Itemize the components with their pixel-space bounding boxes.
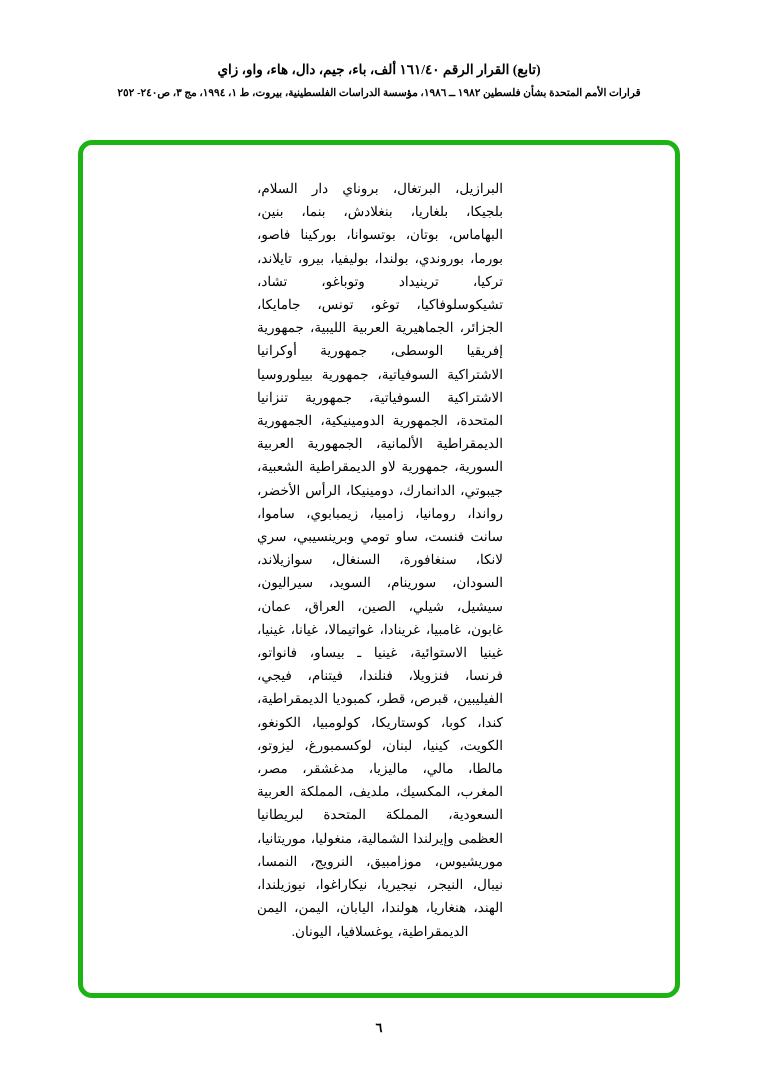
header-title: (تابع) القرار الرقم ١٦١/٤٠ ألف، باء، جيم، دال، هاء، واو، زاي xyxy=(217,62,541,77)
header-subtitle-source: قرارات الأمم المتحدة بشأن فلسطين ١٩٨٢ ــ ١٩٨٦، مؤسسة الدراسات الفلسطينية، بيروت، ط ١، ١٩٩٤، مج ٣، ص٢٤٠- ٢٥٢ xyxy=(117,88,641,99)
country-list-paragraph: البرازيل، البرتغال، بروناي دار السلام، بلجيكا، بلغاريا، بنغلادش، بنما، بنين، البهاماس، بوتان، بوتسوانا، بوركينا فاصو، بورما، بوروندي، بولندا، بوليفيا، بيرو، تايلاند، تركيا، ترينيداد وتوباغو، تشاد، تشيكوسلوفاكيا، توغو، تونس، جامايكا، الجزائر، الجماهيرية العربية الليبية، جمهورية إفريقيا الوسطى، جمهورية أوكرانيا الاشتراكية السوفياتية، جمهورية بييلوروسيا الاشتراكية السوفياتية، جمهورية تنزانيا المتحدة، الجمهورية الدومينيكية، الجمهورية الديمقراطية الألمانية، الجمهورية العربية السورية، جمهورية لاو الديمقراطية الشعبية، جيبوتي، الدانمارك، دومينيكا، الرأس الأخضر، رواندا، رومانيا، زامبيا، زيمبابوي، ساموا، سانت فنست، ساو تومي وبرينسيبي، سري لانكا، سنغافورة، السنغال، سوازيلاند، السودان، سورينام، السويد، سيراليون، سيشيل، شيلي، الصين، العراق، عمان، غابون، غامبيا، غرينادا، غواتيمالا، غيانا، غينيا، غينيا الاستوائية، غينيا ـ بيساو، فانواتو، فرنسا، فنزويلا، فنلندا، فيتنام، فيجي، الفيليبين، قبرص، قطر، كمبوديا الديمقراطية، كندا، كوبا، كوستاريكا، كولومبيا، الكونغو، الكويت، كينيا، لبنان، لوكسمبورغ، ليزوتو، مالطا، مالي، ماليزيا، مدغشقر، مصر، المغرب، المكسيك، ملديف، المملكة العربية السعودية، المملكة المتحدة لبريطانيا العظمى وإيرلندا الشمالية، منغوليا، موريتانيا، موريشيوس، موزامبيق، النرويج، النمسا، نيبال، النيجر، نيجيريا، نيكاراغوا، نيوزيلندا، الهند، هنغاريا، هولندا، اليابان، اليمن، اليمن الديمقراطية، يوغسلافيا، اليونان. xyxy=(257,181,503,939)
page-header xyxy=(0,60,758,102)
green-bordered-content-frame xyxy=(78,140,680,998)
page-number: ٦ xyxy=(375,1020,383,1035)
